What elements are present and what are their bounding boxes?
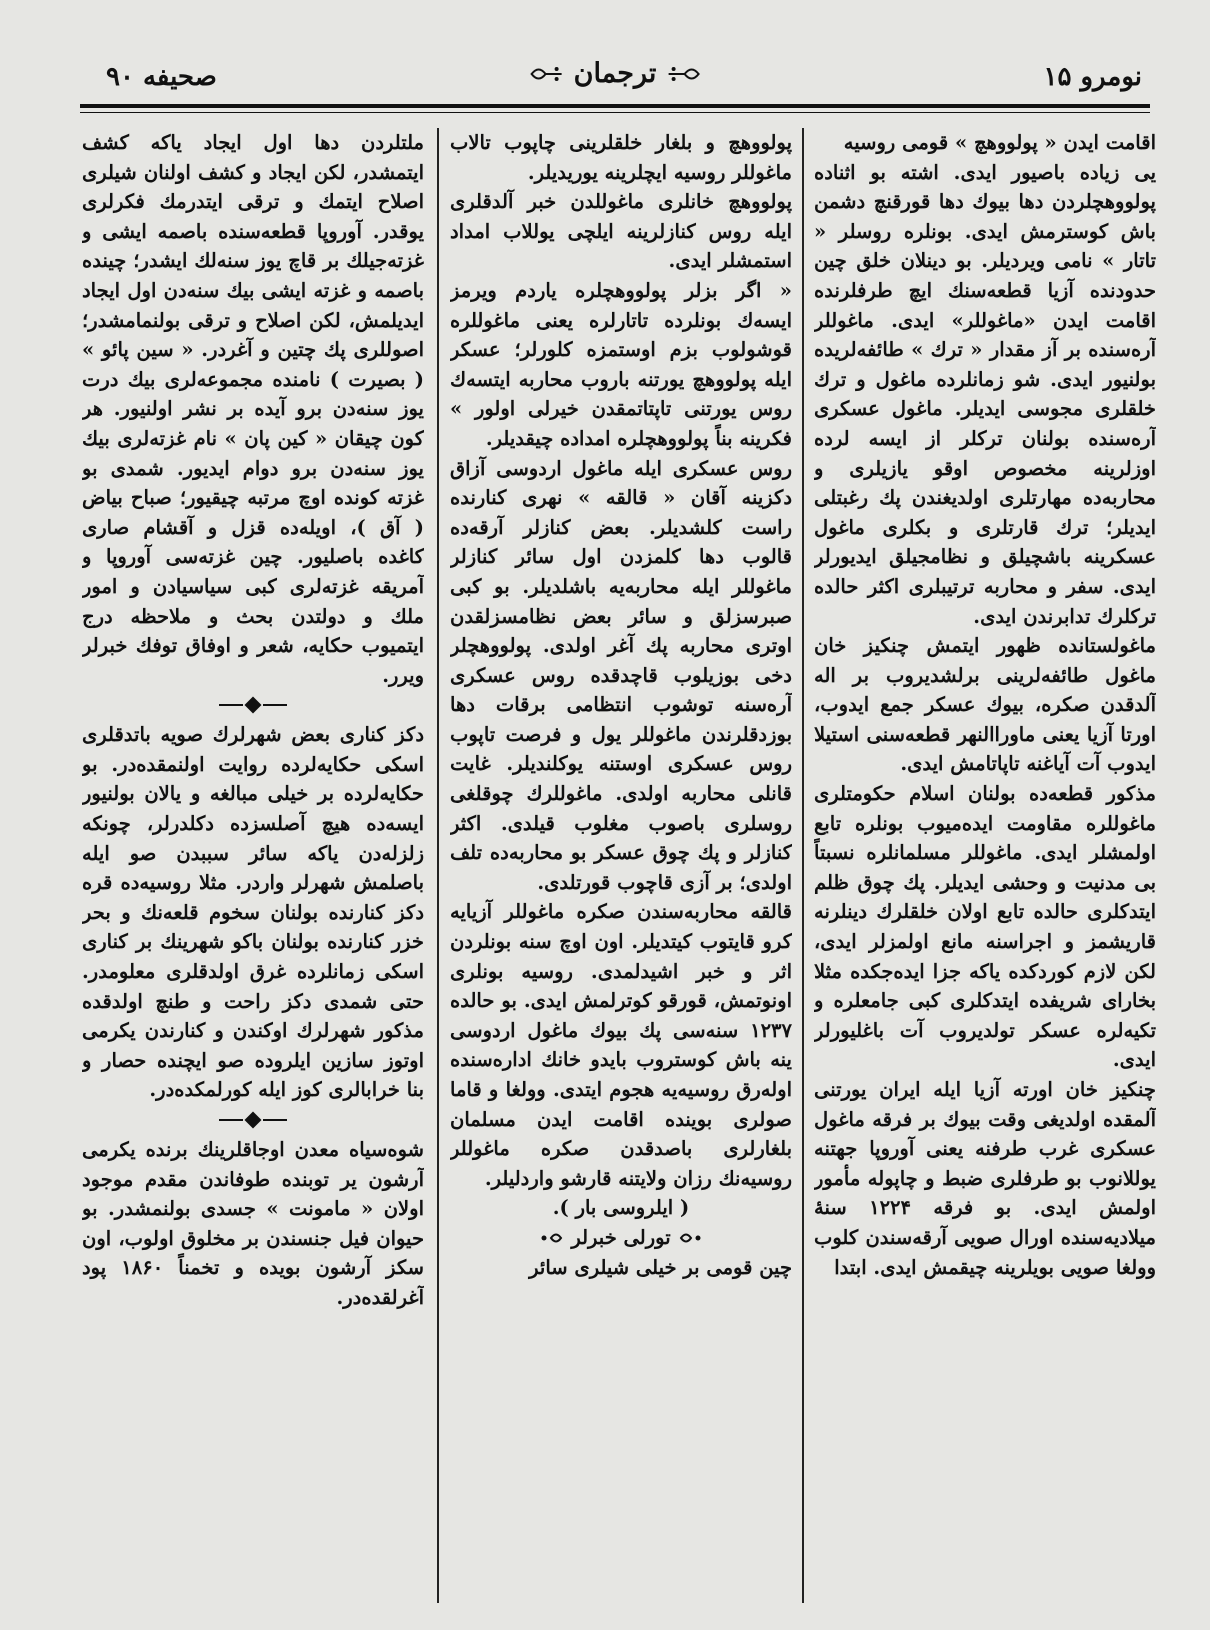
paragraph: چنكيز خان اورته آزيا ايله ايران يورتنى آلمقده اولديغى وقت بيوك بر فرقه ماغول عسكرى غرب طرفنه يعنى آوروپا جهتنه يوللانوب بو طرفلرى ضبط و چاپوله مأمور اولمش ايدى. بو فرقه ۱۲۲۴ سنهٔ ميلاديه‌سنده اورال صويى آرقه‌سندن كلوب وولغا صويى بويلرينه چيقمش ايدى. ابتدا: [814, 1078, 1156, 1279]
ornament-right-icon: [666, 63, 700, 85]
column-rule-left: [437, 128, 439, 1603]
divider-line: [219, 1119, 243, 1121]
header-rule-thin: [80, 112, 1150, 113]
column-middle: [450, 128, 792, 1608]
column-rule-right: [802, 128, 804, 1603]
paragraph: « اگر بزلر پولووهچلره ياردم ويرمز ايسه‌ك بونلرده تاتارلره يعنى ماغوللره قوشولوب بزم اوستمزه كلورلر؛ عسكر ايله پولووهچ يورتنه باروب محاربه ايتسه‌ك روس يورتنى تاپتاتمقدن خيرلى اولور » فكرينه بناً پولووهچلره امداده چيقديلر.: [450, 278, 792, 450]
page-number: صحيفه ۹۰: [106, 62, 217, 92]
paragraph: روس عسكرى ايله ماغول اردوسى آزاق دكزينه آقان « قالقه » نهرى كنارنده راست كلشديلر. بعض كنازلر آرقه‌ده قالوب دها كلمزدن اول سائر كنازلر ماغوللر ايله محاربه‌يه باشلديلر. بو كبى صبرسزلق و سائر بعض نظامسزلقدن اوترى محاربه پك آغر اولدى. پولووهچلر دخى بوزيلوب قاچدقده روس عسكرى آره‌سنه توشوب انتظامى برقات دها بوزدقلرندن ماغوللر يول و فرصت تاپوب روس عسكرى اوستنه يوكلنديلر. غايت قانلى محاربه اولدى. ماغوللرك چوقلغى روسلرى باصوب مغلوب قيلدى. اكثر كنازلر و پك چوق عسكر بو محاربه‌ده تلف اولدى؛ بر آزى قاچوب قورتلدى.: [450, 456, 792, 894]
paragraph: ماغولستانده ظهور ايتمش چنكيز خان ماغول طائفه‌لرينى برلشديروب بر اله آلدقدن صكره، بيوك عسكر جمع ايدوب، اورتا آزيا يعنى ماوراالنهر قطعه‌سنى استيلا ايدوب آت آياغنه تاپاتامش ايدى.: [814, 634, 1156, 776]
paragraph: چين قومى بر خيلى شيلرى سائر: [529, 1255, 792, 1279]
paragraph: پولووهچ خانلرى ماغوللدن خبر آلدقلرى ايله روس كنازلرينه ايلچى يوللاب امداد استمشلر ايدى.: [450, 190, 792, 273]
section-heading: [450, 1223, 792, 1253]
paragraph: ملتلردن دها اول ايجاد ياكه كشف ايتمشدر، لكن ايجاد و كشف اولنان شيلرى اصلاح ايتمك و ترقى ايتدرمك فكرلرى يوقدر. آوروپا قطعه‌سنده باصمه ايشى و غزته‌جيلك بر قاچ يوز سنه‌لك ايشدر؛ چينده باصمه و غزته ايشى بيك سنه‌دن اول ايجاد ايديلمش، لكن اصلاح و ترقى بولنمامشدر؛ اصوللرى پك چتين و آغردر. « سين پائو » ( بصيرت ) نامنده مجموعه‌لرى بيك درت يوز سنه‌دن برو آيده بر نشر اولنيور. هر كون چيقان « كين پان » نام غزته‌لرى بيك يوز سنه‌دن برو دوام ايديور. شمدى بو غزته كونده اوچ مرتبه چيقيور؛ صباح بياض ( آق )، اويله‌ده قزل و آقشام صارى كاغده باصليور. چين غزته‌سى آوروپا و آمريقه غزته‌لرى كبى سياسيادن و امور ملك و دولتدن بحث و ملاحظه درج ايتميوب حكايه، شعر و اوفاق توفك خبرلر ويرر.: [82, 131, 424, 687]
header-rule-thick: [80, 104, 1150, 108]
section-divider: [82, 1105, 424, 1135]
masthead-title: ترجمان: [573, 58, 657, 89]
section-divider: [82, 690, 424, 720]
paragraph: شوه‌سياه معدن اوجاقلرينك برنده يكرمى آرشون ير توبنده طوفاندن مقدم موجود اولان « مامونت » جسدى بولنمشدر. بو حيوان فيل جنسندن بر مخلوق اولوب، اون سكز آرشون بويده و تخمناً ۱۸۶۰ پود آغرلقده‌در.: [82, 1138, 424, 1309]
page-header: [80, 58, 1150, 108]
masthead: [530, 58, 701, 89]
ornament-icon: [539, 1230, 563, 1246]
column-right: [814, 128, 1156, 1608]
section-heading-text: تورلى خبرلر: [571, 1225, 671, 1249]
diamond-icon: [245, 697, 262, 714]
paragraph: مذكور قطعه‌ده بولنان اسلام حكومتلرى ماغوللره مقاومت ايده‌ميوب بونلره تابع اولمشلر ايدى. ماغوللر مسلمانلره نسبتاً بى مدنيت و وحشى ايديلر. پك چوق ظلم ايتدكلرى حالده تابع اولان خلقلرك دينلرنه قاريشمز و اجراسنه مانع اولمزلر ايدى، لكن لازم كوردكده ياكه جزا ايده‌جكده مثلا بخاراى شريفده ايتدكلرى كبى جامعلره و تكيه‌لره عسكر تولديروب آت باغليورلر ايدى.: [814, 782, 1156, 1072]
divider-line: [263, 1119, 287, 1121]
paragraph: اقامت ايدن « پولووهچ » قومى روسيه يى زياده باصيور ايدى. اشته بو اثناده پولووهچلردن دها بيوك دها قورقنچ دشمن باش كوسترمش ايدى. بونلره روسلر « تاتار » نامى ويرديلر. بو دينلان خلق چين حدودنده آزيا قطعه‌سنك ايچ طرفلرنده اقامت ايدن «ماغوللر» ايدى. ماغوللر آره‌سنده بر آز مقدار « ترك » طائفه‌لريده بولنيور ايدى. شو زمانلرده ماغول و ترك خلقلرى مجوسى ايديلر. ماغول عسكرى آره‌سنده بولنان تركلر از ايسه لرده اوزلرينه مخصوص اوقو يازيلرى و محاربه‌ده مهارتلرى اولديغندن پك رغبتلى ايديلر؛ ترك قارتلرى و بكلرى ماغول عسكرينه باشچيلق و نظامجيلق ايديورلر ايدى. سفر و محاربه ترتيبلرى اكثر حالده تركلرك تدابرندن ايدى.: [814, 131, 1156, 628]
divider-line: [219, 704, 243, 706]
divider-line: [263, 704, 287, 706]
issue-number: نومرو ۱۵: [1043, 62, 1142, 92]
column-left: [82, 128, 424, 1608]
paragraph: پولووهچ و بلغار خلقلرينى چاپوب تالاب ماغوللر روسيه ايچلرينه يوريديلر.: [450, 131, 792, 184]
ornament-left-icon: [530, 63, 564, 85]
paragraph: قالقه محاربه‌سندن صكره ماغوللر آزيايه كرو قايتوب كيتديلر. اون اوچ سنه بونلردن اثر و خبر اشيدلمدى. روسيه بونلرى اونوتمش، قورقو كوترلمش ايدى. بو حالده ۱۲۳۷ سنه‌سى پك بيوك ماغول اردوسى ينه باش كوستروب بايدو خانك اداره‌سنده اوله‌رق روسيه‌يه هجوم ايتدى. وولغا و قاما صولرى بوينده اقامت ايدن مسلمان بلغارلرى باصدقدن صكره ماغوللر روسيه‌نك رزان ولايتنه قارشو واردليلر.: [450, 900, 792, 1190]
continued-note: ( ايلروسى بار ).: [552, 1196, 690, 1220]
diamond-icon: [245, 1112, 262, 1129]
paragraph: دكز كنارى بعض شهرلرك صويه باتدقلرى اسكى حكايه‌لرده روايت اولنمقده‌در. بو حكايه‌لرده بر خيلى مبالغه و يالان بولنيور ايسه‌ده هيچ آصلسزده دكلدرلر، چونكه زلزله‌دن ياكه سائر سببدن صو ايله باصلمش شهرلر واردر. مثلا روسيه‌ده قره دكز كنارنده بولنان سخوم قلعه‌نك و بحر خزر كنارنده بولنان باكو شهرينك بر كنارى اسكى زمانلرده غرق اولدقلرى معلومدر. حتى شمدى دكز راحت و طنچ اولدقده مذكور شهرلرك اوكندن و كنارندن يكرمى اوتوز سازين ايلروده صو ايچنده حصار و بنا خرابالرى كوز ايله كورلمكده‌در.: [82, 723, 424, 1102]
ornament-icon: [679, 1230, 703, 1246]
